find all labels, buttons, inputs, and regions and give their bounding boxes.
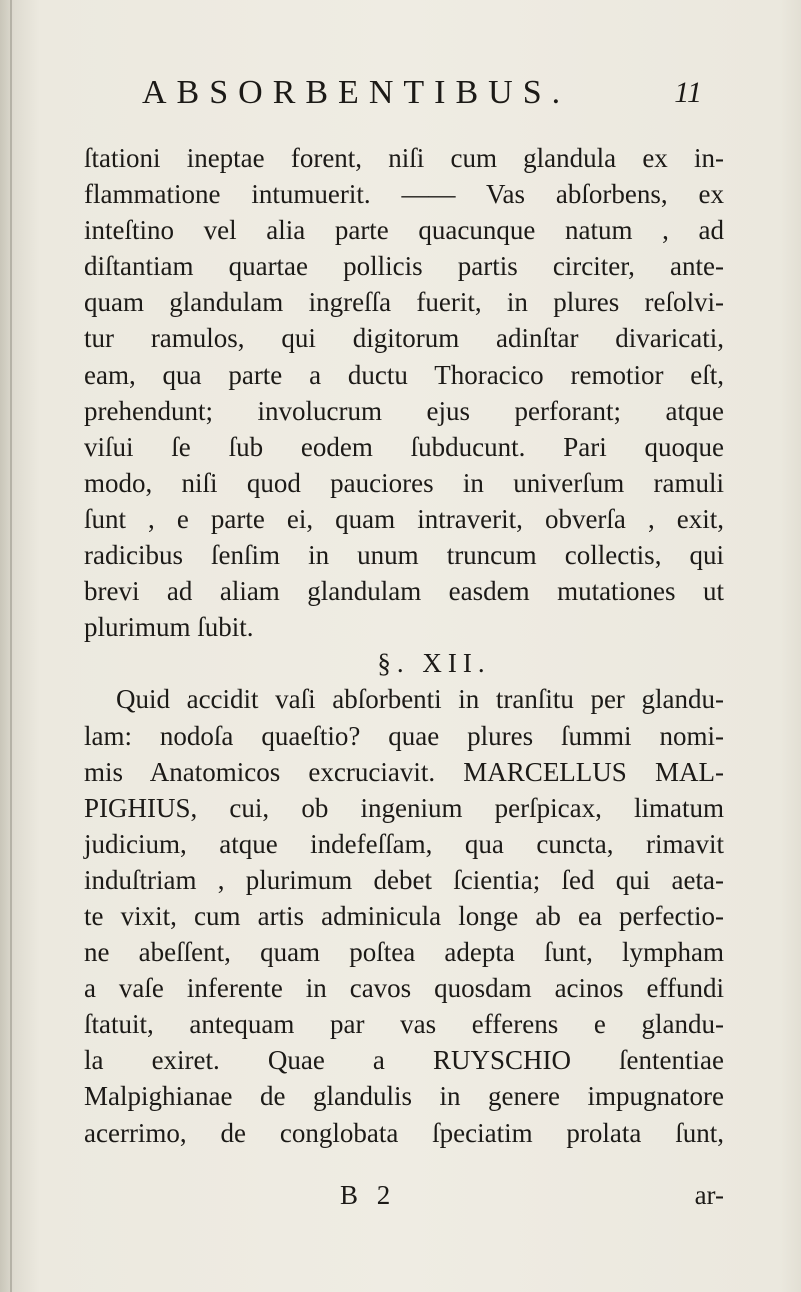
text-line: ſtatuit, antequam par vas efferens e glandu-	[84, 1009, 724, 1040]
text-line: diſtantiam quartae pollicis partis circiter, ante-	[84, 251, 724, 282]
text-line: eam, qua parte a ductu Thoracico remotior eſt,	[84, 359, 724, 390]
text-line: a vaſe inferente in cavos quosdam acinos effundi	[84, 973, 724, 1004]
main-text	[84, 140, 724, 1151]
text-line: PIGHIUS, cui, ob ingenium perſpicax, limatum	[84, 792, 724, 823]
text-line: tur ramulos, qui digitorum adinſtar divaricati,	[84, 323, 724, 354]
text-line: viſui ſe ſub eodem ſubducunt. Pari quoque	[84, 431, 724, 462]
page-gutter-edge	[10, 0, 12, 1292]
text-line: ſtationi ineptae forent, niſi cum glandula ex in-	[84, 143, 724, 173]
text-line: radicibus ſenſim in unum truncum collectis, qui	[84, 540, 724, 571]
page-header	[142, 74, 702, 124]
text-line: lam: nodoſa quaeſtio? quae plures ſummi nomi-	[84, 720, 724, 751]
text-line: la exiret. Quae a RUYSCHIO ſententiae	[84, 1045, 724, 1076]
text-line: quam glandulam ingreſſa fuerit, in plures reſolvi-	[84, 287, 724, 318]
text-line: brevi ad aliam glandulam easdem mutationes ut	[84, 576, 724, 607]
text-line: plurimum ſubit.	[84, 612, 254, 643]
running-head: ABSORBENTIBUS.	[142, 74, 571, 111]
catchword: ar-	[694, 1180, 724, 1210]
signature-mark: B 2	[340, 1180, 397, 1210]
section-heading: §. XII.	[377, 648, 491, 679]
text-line: mis Anatomicos excruciavit. MARCELLUS MAL-	[84, 756, 724, 787]
text-line: acerrimo, de conglobata ſpeciatim prolata ſunt,	[84, 1117, 724, 1148]
page-number: 11	[674, 76, 702, 109]
text-line: modo, niſi quod pauciores in univerſum ramuli	[84, 467, 724, 498]
text-line: inteſtino vel alia parte quacunque natum , ad	[84, 215, 724, 246]
text-line: Quid accidit vaſi abſorbenti in tranſitu per glandu-	[116, 684, 724, 715]
text-line: induſtriam , plurimum debet ſcientia; ſed qui aeta-	[84, 864, 724, 895]
text-line: Malpighianae de glandulis in genere impugnatore	[84, 1081, 724, 1112]
text-line: flammatione intumuerit. —— Vas abſorbens, ex	[84, 179, 724, 210]
page-footer	[84, 1180, 724, 1216]
text-line: ſunt , e parte ei, quam intraverit, obverſa , exit,	[84, 503, 724, 534]
text-line: ne abeſſent, quam poſtea adepta ſunt, lympham	[84, 937, 724, 968]
text-line: prehendunt; involucrum ejus perforant; atque	[84, 395, 724, 426]
text-line: judicium, atque indefeſſam, qua cuncta, rimavit	[84, 828, 724, 859]
text-line: te vixit, cum artis adminicula longe ab ea perfectio-	[84, 900, 724, 931]
